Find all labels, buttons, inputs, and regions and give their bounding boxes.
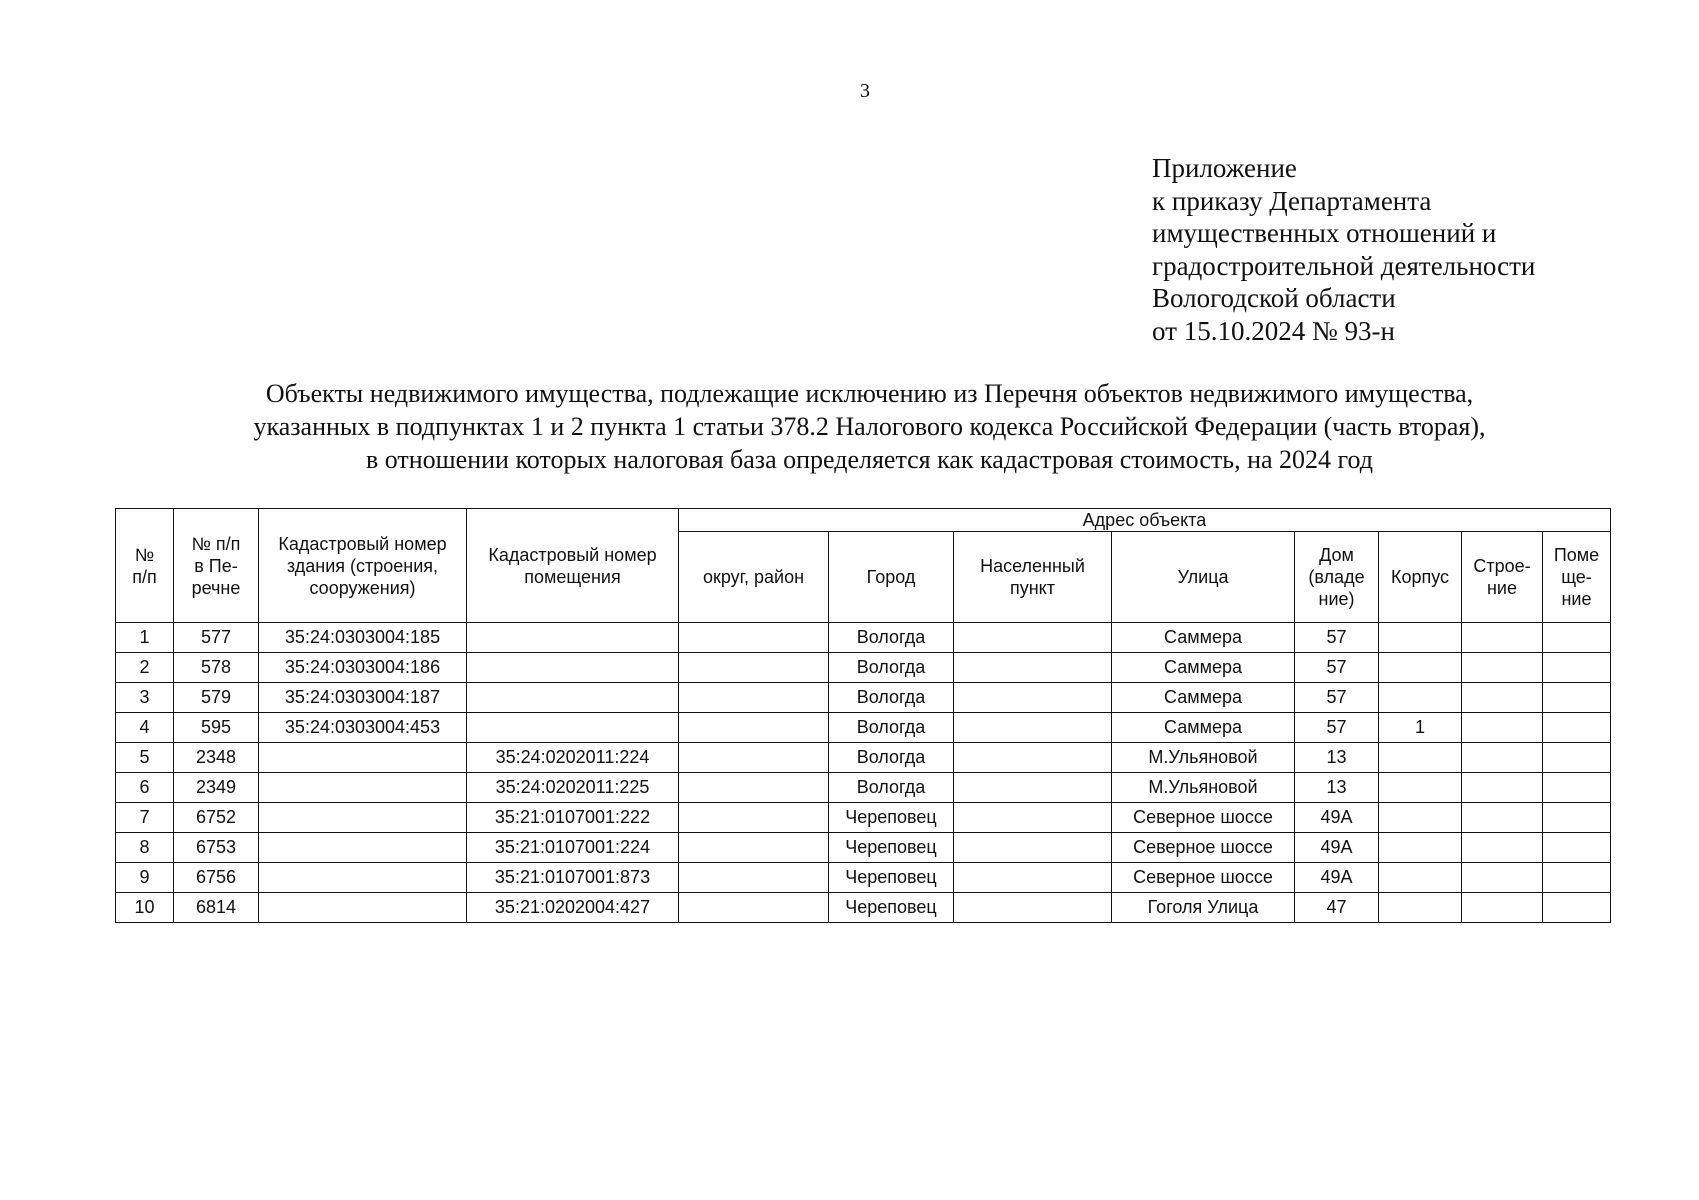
header-room	[1543, 532, 1611, 623]
cell-settlement	[954, 653, 1112, 683]
title-line: указанных в подпунктах 1 и 2 пункта 1 статьи 378.2 Налогового кодекса Российской Федерации (часть вторая),	[253, 412, 1486, 441]
cell-building-cadastral	[259, 893, 467, 923]
header-text-line: Город	[866, 567, 916, 587]
header-room-cadastral	[467, 509, 679, 623]
cell-list-num: 2349	[174, 773, 259, 803]
cell-building	[1462, 743, 1543, 773]
appendix-line: от 15.10.2024 № 93-н	[1152, 315, 1395, 346]
cell-city: Череповец	[829, 833, 954, 863]
cell-house: 13	[1295, 773, 1379, 803]
table-row	[116, 833, 1611, 863]
header-text-line: ние	[1561, 589, 1592, 609]
table-row	[116, 893, 1611, 923]
cell-district	[679, 623, 829, 653]
cell-street: Саммера	[1112, 683, 1295, 713]
cell-num: 7	[116, 803, 174, 833]
cell-building	[1462, 773, 1543, 803]
table-row	[116, 743, 1611, 773]
header-text-line: речне	[191, 577, 241, 598]
cell-settlement	[954, 713, 1112, 743]
objects-table	[115, 508, 1611, 923]
cell-room-cadastral	[467, 623, 679, 653]
table-row	[116, 773, 1611, 803]
header-text-line: в Пе-	[194, 555, 238, 576]
table-row	[116, 803, 1611, 833]
cell-building-cadastral: 35:24:0303004:185	[259, 623, 467, 653]
cell-house: 49А	[1295, 863, 1379, 893]
header-building-cadastral	[259, 509, 467, 623]
cell-list-num: 6753	[174, 833, 259, 863]
cell-street: Гоголя Улица	[1112, 893, 1295, 923]
cell-building-cadastral	[259, 803, 467, 833]
cell-num: 1	[116, 623, 174, 653]
cell-building-cadastral	[259, 833, 467, 863]
cell-building	[1462, 653, 1543, 683]
cell-district	[679, 653, 829, 683]
cell-building-cadastral: 35:24:0303004:453	[259, 713, 467, 743]
cell-korpus	[1379, 893, 1462, 923]
header-house	[1295, 532, 1379, 623]
header-text-line: Населенный	[980, 556, 1085, 576]
cell-building	[1462, 863, 1543, 893]
cell-house: 57	[1295, 683, 1379, 713]
cell-district	[679, 683, 829, 713]
header-settlement	[954, 532, 1112, 623]
cell-settlement	[954, 863, 1112, 893]
header-text-line: помещения	[524, 566, 621, 587]
header-text-line: Строе-	[1473, 556, 1531, 576]
appendix-line: имущественных отношений и	[1152, 218, 1497, 248]
header-text-line: Поме	[1553, 545, 1600, 565]
cell-street: Северное шоссе	[1112, 803, 1295, 833]
cell-district	[679, 803, 829, 833]
cell-korpus	[1379, 833, 1462, 863]
cell-house: 49А	[1295, 803, 1379, 833]
cell-list-num: 6756	[174, 863, 259, 893]
header-text-line: (владе	[1308, 567, 1365, 587]
cell-num: 6	[116, 773, 174, 803]
cell-street: Саммера	[1112, 653, 1295, 683]
appendix-block	[1152, 152, 1535, 347]
cell-room	[1543, 713, 1611, 743]
cell-building-cadastral	[259, 863, 467, 893]
cell-street: Северное шоссе	[1112, 833, 1295, 863]
cell-district	[679, 743, 829, 773]
cell-district	[679, 773, 829, 803]
cell-room	[1543, 623, 1611, 653]
cell-num: 8	[116, 833, 174, 863]
header-text-line: №	[134, 544, 155, 565]
cell-room	[1543, 773, 1611, 803]
cell-district	[679, 713, 829, 743]
header-text-line: округ, район	[702, 567, 805, 587]
cell-street: Саммера	[1112, 623, 1295, 653]
cell-settlement	[954, 773, 1112, 803]
cell-building	[1462, 713, 1543, 743]
cell-street: М.Ульяновой	[1112, 743, 1295, 773]
cell-city: Вологда	[829, 623, 954, 653]
cell-room-cadastral: 35:21:0107001:224	[467, 833, 679, 863]
cell-korpus	[1379, 863, 1462, 893]
header-text-line: Улица	[1177, 567, 1229, 587]
header-text-line: п/п	[132, 566, 157, 587]
cell-num: 9	[116, 863, 174, 893]
cell-house: 57	[1295, 653, 1379, 683]
document-title	[120, 377, 1619, 476]
table-body	[116, 623, 1611, 923]
cell-room-cadastral: 35:21:0107001:222	[467, 803, 679, 833]
table-row	[116, 623, 1611, 653]
cell-list-num: 595	[174, 713, 259, 743]
cell-building-cadastral	[259, 743, 467, 773]
table-row	[116, 713, 1611, 743]
cell-list-num: 577	[174, 623, 259, 653]
cell-house: 57	[1295, 623, 1379, 653]
cell-building-cadastral: 35:24:0303004:186	[259, 653, 467, 683]
header-text-line: ще-	[1561, 567, 1592, 587]
cell-room-cadastral	[467, 653, 679, 683]
cell-building	[1462, 893, 1543, 923]
cell-settlement	[954, 803, 1112, 833]
cell-district	[679, 863, 829, 893]
cell-city: Вологда	[829, 713, 954, 743]
cell-num: 5	[116, 743, 174, 773]
table-row	[116, 653, 1611, 683]
cell-list-num: 6814	[174, 893, 259, 923]
header-list-num	[174, 509, 259, 623]
appendix-line: Приложение	[1152, 153, 1297, 183]
cell-district	[679, 833, 829, 863]
cell-building-cadastral: 35:24:0303004:187	[259, 683, 467, 713]
cell-street: М.Ульяновой	[1112, 773, 1295, 803]
header-korpus	[1379, 532, 1462, 623]
cell-room-cadastral	[467, 683, 679, 713]
table-row	[116, 683, 1611, 713]
header-address-group: Адрес объекта	[679, 509, 1611, 532]
header-text-line: Кадастровый номер	[488, 544, 657, 565]
cell-room	[1543, 893, 1611, 923]
cell-num: 2	[116, 653, 174, 683]
header-text-line: сооружения)	[309, 577, 416, 598]
cell-city: Вологда	[829, 683, 954, 713]
cell-room	[1543, 863, 1611, 893]
cell-building-cadastral	[259, 773, 467, 803]
cell-settlement	[954, 833, 1112, 863]
cell-settlement	[954, 683, 1112, 713]
cell-house: 47	[1295, 893, 1379, 923]
header-text-line: Корпус	[1390, 567, 1450, 587]
cell-room-cadastral: 35:21:0202004:427	[467, 893, 679, 923]
cell-room-cadastral	[467, 713, 679, 743]
cell-korpus	[1379, 623, 1462, 653]
cell-num: 3	[116, 683, 174, 713]
header-text-line: пункт	[1009, 578, 1055, 598]
appendix-line: Вологодской области	[1152, 283, 1396, 313]
header-text-line: ние)	[1318, 589, 1355, 609]
cell-korpus	[1379, 773, 1462, 803]
header-text-line: № п/п	[191, 533, 241, 554]
cell-room-cadastral: 35:24:0202011:225	[467, 773, 679, 803]
cell-room	[1543, 743, 1611, 773]
cell-city: Вологда	[829, 743, 954, 773]
cell-city: Череповец	[829, 863, 954, 893]
cell-num: 10	[116, 893, 174, 923]
cell-building	[1462, 833, 1543, 863]
cell-city: Вологда	[829, 653, 954, 683]
cell-district	[679, 893, 829, 923]
cell-settlement	[954, 623, 1112, 653]
cell-num: 4	[116, 713, 174, 743]
cell-room	[1543, 653, 1611, 683]
page-number: 3	[860, 80, 870, 102]
cell-building	[1462, 683, 1543, 713]
cell-city: Череповец	[829, 893, 954, 923]
cell-room-cadastral: 35:24:0202011:224	[467, 743, 679, 773]
cell-street: Саммера	[1112, 713, 1295, 743]
cell-korpus	[1379, 803, 1462, 833]
cell-room	[1543, 803, 1611, 833]
cell-list-num: 578	[174, 653, 259, 683]
header-district	[679, 532, 829, 623]
cell-street: Северное шоссе	[1112, 863, 1295, 893]
table-row	[116, 863, 1611, 893]
cell-room	[1543, 683, 1611, 713]
cell-building	[1462, 623, 1543, 653]
header-text-line: Дом	[1319, 545, 1354, 565]
header-street	[1112, 532, 1295, 623]
appendix-line: градостроительной деятельности	[1152, 250, 1536, 281]
cell-korpus	[1379, 683, 1462, 713]
appendix-line: к приказу Департамента	[1152, 185, 1432, 216]
cell-room-cadastral: 35:21:0107001:873	[467, 863, 679, 893]
header-city	[829, 532, 954, 623]
cell-settlement	[954, 743, 1112, 773]
header-text-line: ние	[1486, 578, 1517, 598]
table-header-row	[116, 509, 1611, 532]
header-num	[116, 509, 174, 623]
title-line: в отношении которых налоговая база определяется как кадастровая стоимость, на 2024 год	[365, 445, 1374, 474]
cell-korpus	[1379, 743, 1462, 773]
title-line: Объекты недвижимого имущества, подлежащие исключению из Перечня объектов недвижимого имущества,	[265, 379, 1474, 408]
cell-house: 49А	[1295, 833, 1379, 863]
cell-building	[1462, 803, 1543, 833]
cell-korpus: 1	[1379, 713, 1462, 743]
header-text-line: здания (строения,	[286, 555, 439, 576]
cell-list-num: 2348	[174, 743, 259, 773]
cell-settlement	[954, 893, 1112, 923]
cell-house: 57	[1295, 713, 1379, 743]
cell-city: Череповец	[829, 803, 954, 833]
cell-city: Вологда	[829, 773, 954, 803]
cell-korpus	[1379, 653, 1462, 683]
header-text-line: Кадастровый номер	[278, 533, 447, 554]
cell-house: 13	[1295, 743, 1379, 773]
cell-list-num: 579	[174, 683, 259, 713]
header-building	[1462, 532, 1543, 623]
cell-list-num: 6752	[174, 803, 259, 833]
cell-room	[1543, 833, 1611, 863]
